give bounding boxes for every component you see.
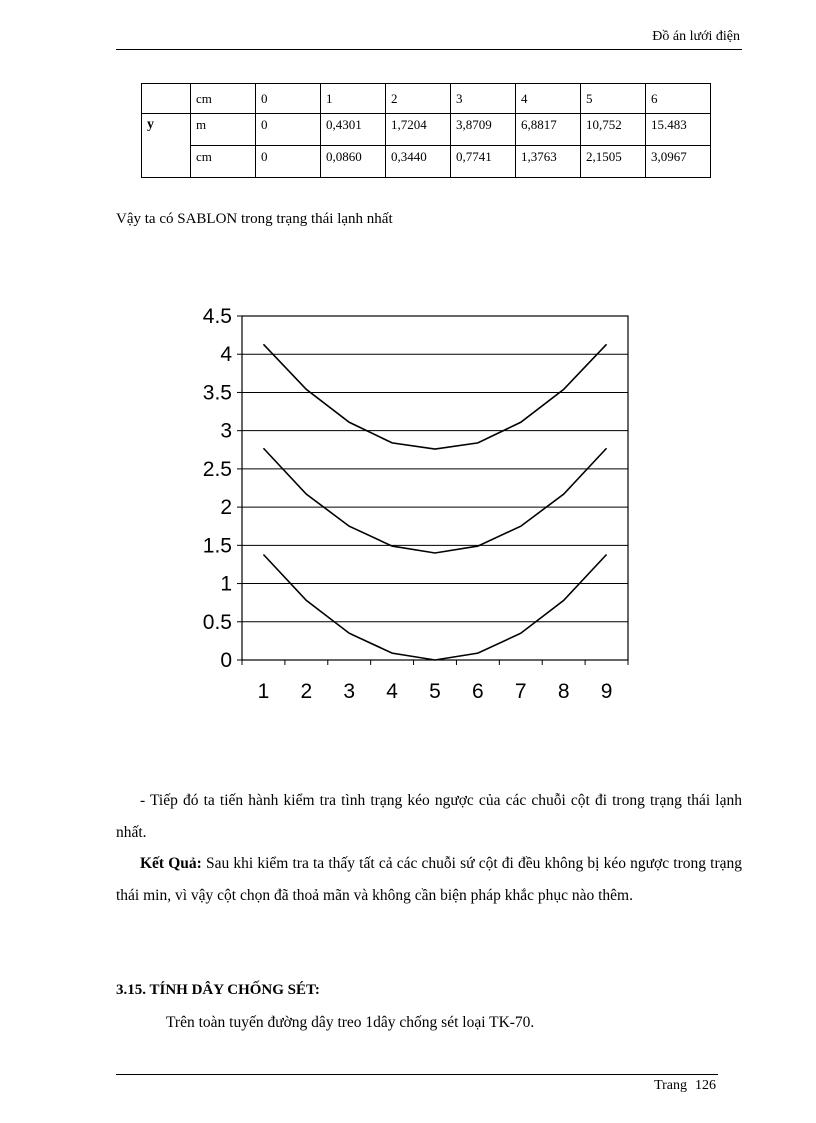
series-line-middle [263, 448, 606, 553]
y-tick-label: 4.5 [202, 305, 232, 328]
table-cell-unit: m [191, 114, 256, 146]
table-cell: 0,3440 [386, 146, 451, 178]
y-tick-label: 1 [220, 572, 232, 596]
table-cell: 0,7741 [451, 146, 516, 178]
header-rule [116, 49, 742, 50]
footer-label: Trang [654, 1078, 687, 1093]
table-cell: 0,0860 [321, 146, 386, 178]
table-cell: 4 [516, 84, 581, 114]
footer-rule [116, 1074, 718, 1075]
table-cell: 1 [321, 84, 386, 114]
table-row [142, 114, 711, 146]
table-cell: 0 [256, 146, 321, 178]
table-cell: 2 [386, 84, 451, 114]
y-tick-label: 3 [220, 419, 232, 443]
y-tick-label: 4 [220, 343, 232, 367]
table-cell: 3 [451, 84, 516, 114]
section-body: Trên toàn tuyến đường dây treo 1dây chống sét loại TK-70. [166, 1014, 535, 1031]
y-tick-label: 3.5 [202, 381, 232, 405]
x-tick-label: 3 [343, 680, 356, 703]
x-tick-label: 6 [472, 680, 484, 703]
table-cell: 0,4301 [321, 114, 386, 146]
y-tick-label: 1.5 [202, 534, 232, 558]
table-cell: 2,1505 [581, 146, 646, 178]
paragraph-check [116, 785, 742, 849]
table-cell: 6 [646, 84, 711, 114]
sag-table [141, 83, 711, 178]
x-tick-label: 5 [429, 680, 441, 703]
x-tick-label: 8 [557, 680, 570, 703]
y-tick-label: 2.5 [202, 457, 232, 481]
series-line-lower [263, 555, 606, 660]
table-cell: 15.483 [646, 114, 711, 146]
table-cell: 1,7204 [386, 114, 451, 146]
table-cell: 0 [256, 84, 321, 114]
x-tick-label: 7 [514, 680, 527, 703]
table-cell: 1,3763 [516, 146, 581, 178]
table-cell-unit: cm [191, 84, 256, 114]
result-text: Sau khi kiểm tra ta thấy tất cả các chuỗi sứ cột đi đều không bị kéo ngược trong trạng thái min, vì vậy cột chọn đã thoả mãn và không cần biện pháp khắc phục nào thêm. [116, 855, 742, 904]
result-label: Kết Quả: [140, 855, 202, 872]
page-footer [654, 1078, 716, 1094]
y-tick-label: 2 [220, 496, 232, 520]
table-cell: 0 [256, 114, 321, 146]
y-tick-label: 0.5 [202, 610, 232, 634]
paragraph-result [116, 848, 742, 912]
section-title: 3.15. TÍNH DÂY CHỐNG SÉT: [116, 982, 320, 998]
table-row [142, 84, 711, 114]
x-tick-label: 2 [300, 680, 313, 703]
table-cell: 3,8709 [451, 114, 516, 146]
x-tick-label: 4 [386, 680, 398, 703]
header-title: Đồ án lưới điện [652, 29, 740, 44]
table-cell-unit: cm [191, 146, 256, 178]
table-cell-empty [142, 84, 191, 114]
intro-text: Vậy ta có SABLON trong trạng thái lạnh nhất [116, 211, 393, 227]
x-tick-label: 1 [257, 680, 270, 703]
table-cell: 10,752 [581, 114, 646, 146]
table-cell: 6,8817 [516, 114, 581, 146]
sablon-chart [180, 300, 640, 720]
table-row [142, 146, 711, 178]
series-line-upper [263, 344, 606, 449]
x-tick-label: 9 [600, 680, 613, 703]
table-row-label: y [142, 114, 191, 178]
page-number: 126 [695, 1078, 716, 1093]
table-cell: 5 [581, 84, 646, 114]
paragraph-check-text: - Tiếp đó ta tiến hành kiểm tra tình trạng kéo ngược của các chuỗi cột đi trong trạng thái lạnh nhất. [116, 792, 742, 841]
table-cell: 3,0967 [646, 146, 711, 178]
y-tick-label: 0 [220, 649, 232, 672]
